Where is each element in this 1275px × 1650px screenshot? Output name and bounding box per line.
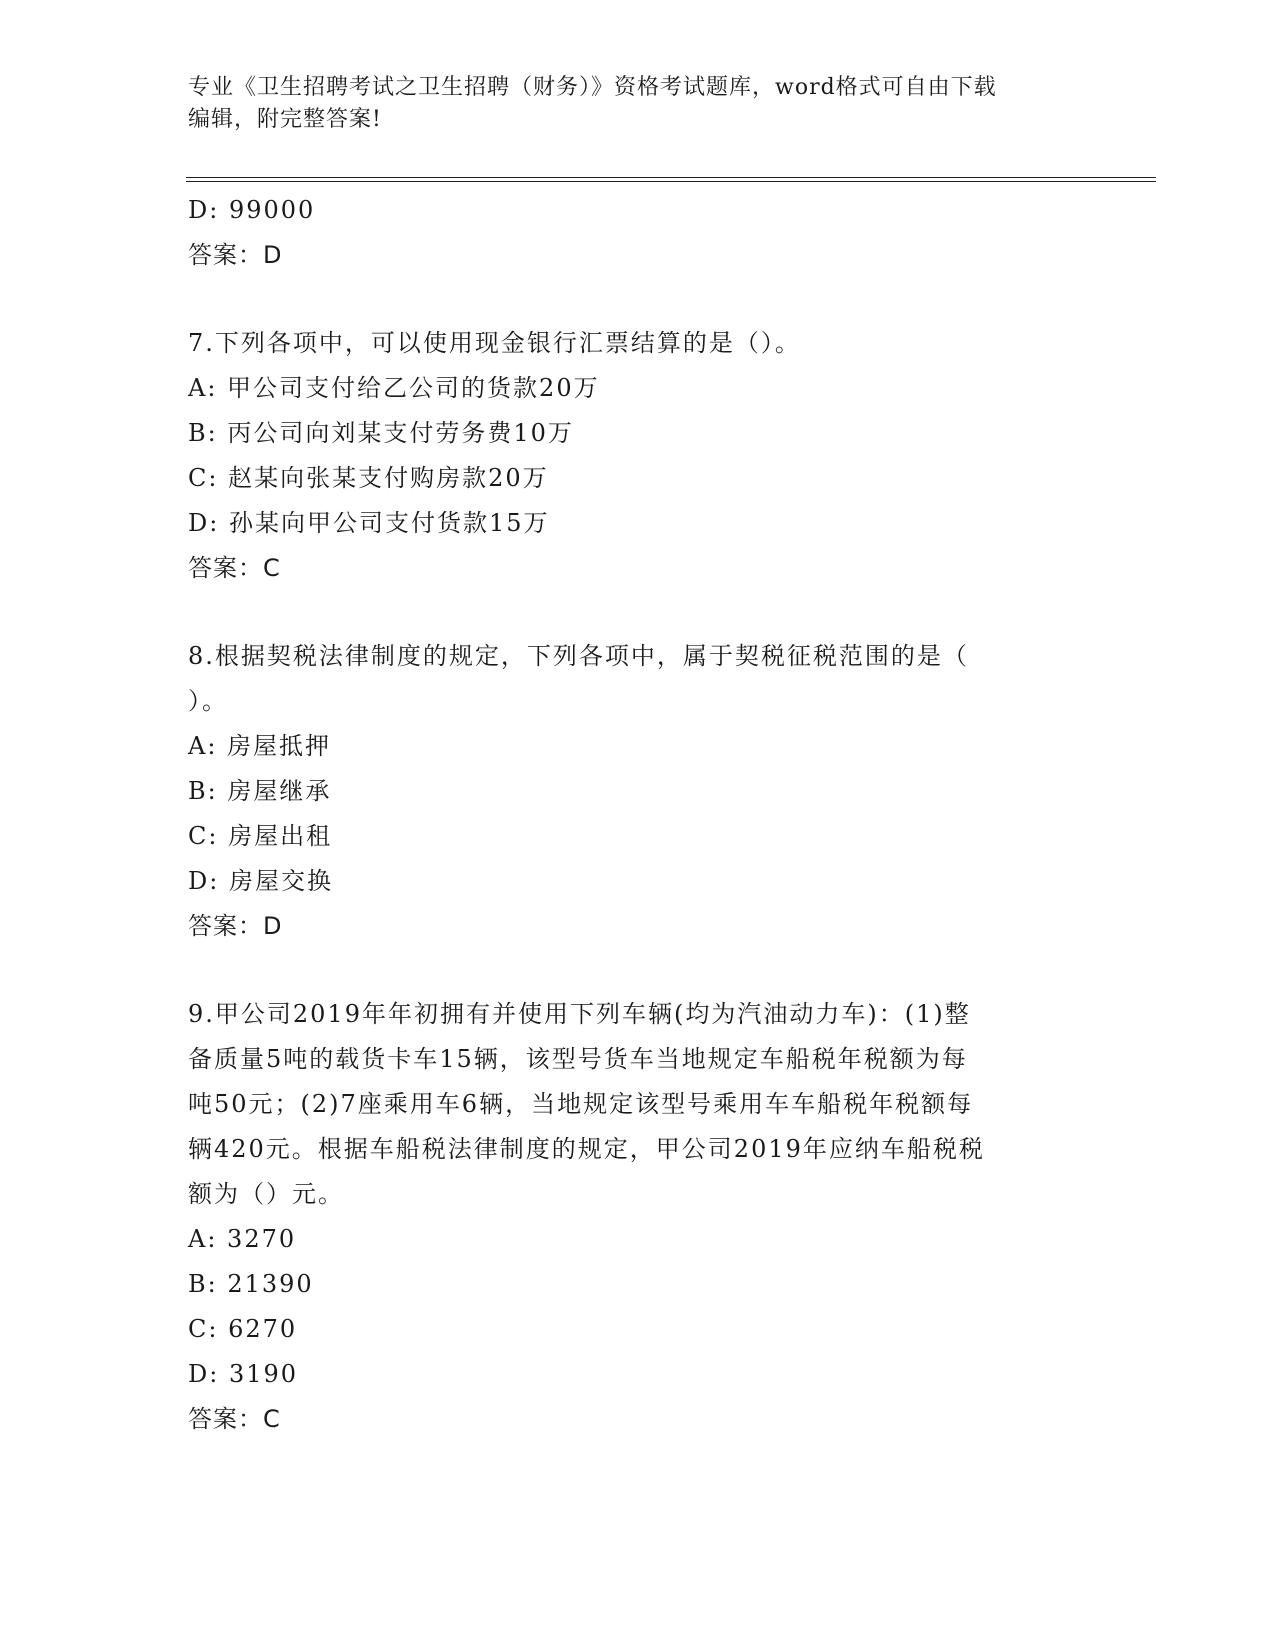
prev-option-d: D: 99000 [188, 196, 316, 224]
q7-answer: 答案：C [188, 554, 281, 582]
q9-question-line-4: 辆420元。根据车船税法律制度的规定，甲公司2019年应纳车船税税 [188, 1135, 985, 1163]
q7-option-b: B: 丙公司向刘某支付劳务费10万 [188, 419, 574, 447]
document-header [188, 72, 1088, 136]
q8-question-line-2: ）。 [188, 687, 228, 715]
q8-option-d: D: 房屋交换 [188, 867, 333, 895]
q9-option-b: B: 21390 [188, 1270, 314, 1298]
q8-option-c: C: 房屋出租 [188, 822, 333, 850]
header-divider-bottom [186, 181, 1156, 182]
q9-option-d: D: 3190 [188, 1360, 299, 1388]
header-divider-top [186, 177, 1156, 178]
q8-option-a: A: 房屋抵押 [188, 732, 332, 760]
header-line-2: 编辑，附完整答案! [188, 107, 382, 132]
q7-option-d: D: 孙某向甲公司支付货款15万 [188, 509, 550, 537]
q8-answer: 答案：D [188, 912, 283, 940]
q8-option-b: B: 房屋继承 [188, 777, 332, 805]
q9-option-c: C: 6270 [188, 1315, 298, 1343]
q9-question-line-1: 9.甲公司2019年年初拥有并使用下列车辆(均为汽油动力车)：(1)整 [188, 1000, 971, 1028]
q9-question-line-3: 吨50元；(2)7座乘用车6辆，当地规定该型号乘用车车船税年税额每 [188, 1090, 974, 1118]
q7-option-c: C: 赵某向张某支付购房款20万 [188, 464, 549, 492]
prev-answer: 答案：D [188, 241, 283, 269]
q9-question-line-2: 备质量5吨的载货卡车15辆，该型号货车当地规定车船税年税额为每 [188, 1045, 968, 1073]
header-line-1: 专业《卫生招聘考试之卫生招聘（财务）》资格考试题库，word格式可自由下载 [188, 75, 997, 100]
q9-answer: 答案：C [188, 1405, 281, 1433]
q9-question-line-5: 额为（）元。 [188, 1180, 344, 1208]
q8-question-line-1: 8.根据契税法律制度的规定，下列各项中，属于契税征税范围的是（ [188, 642, 969, 670]
q9-option-a: A: 3270 [188, 1225, 297, 1253]
q7-option-a: A: 甲公司支付给乙公司的货款20万 [188, 374, 600, 402]
q7-question: 7.下列各项中，可以使用现金银行汇票结算的是（）。 [188, 329, 801, 357]
